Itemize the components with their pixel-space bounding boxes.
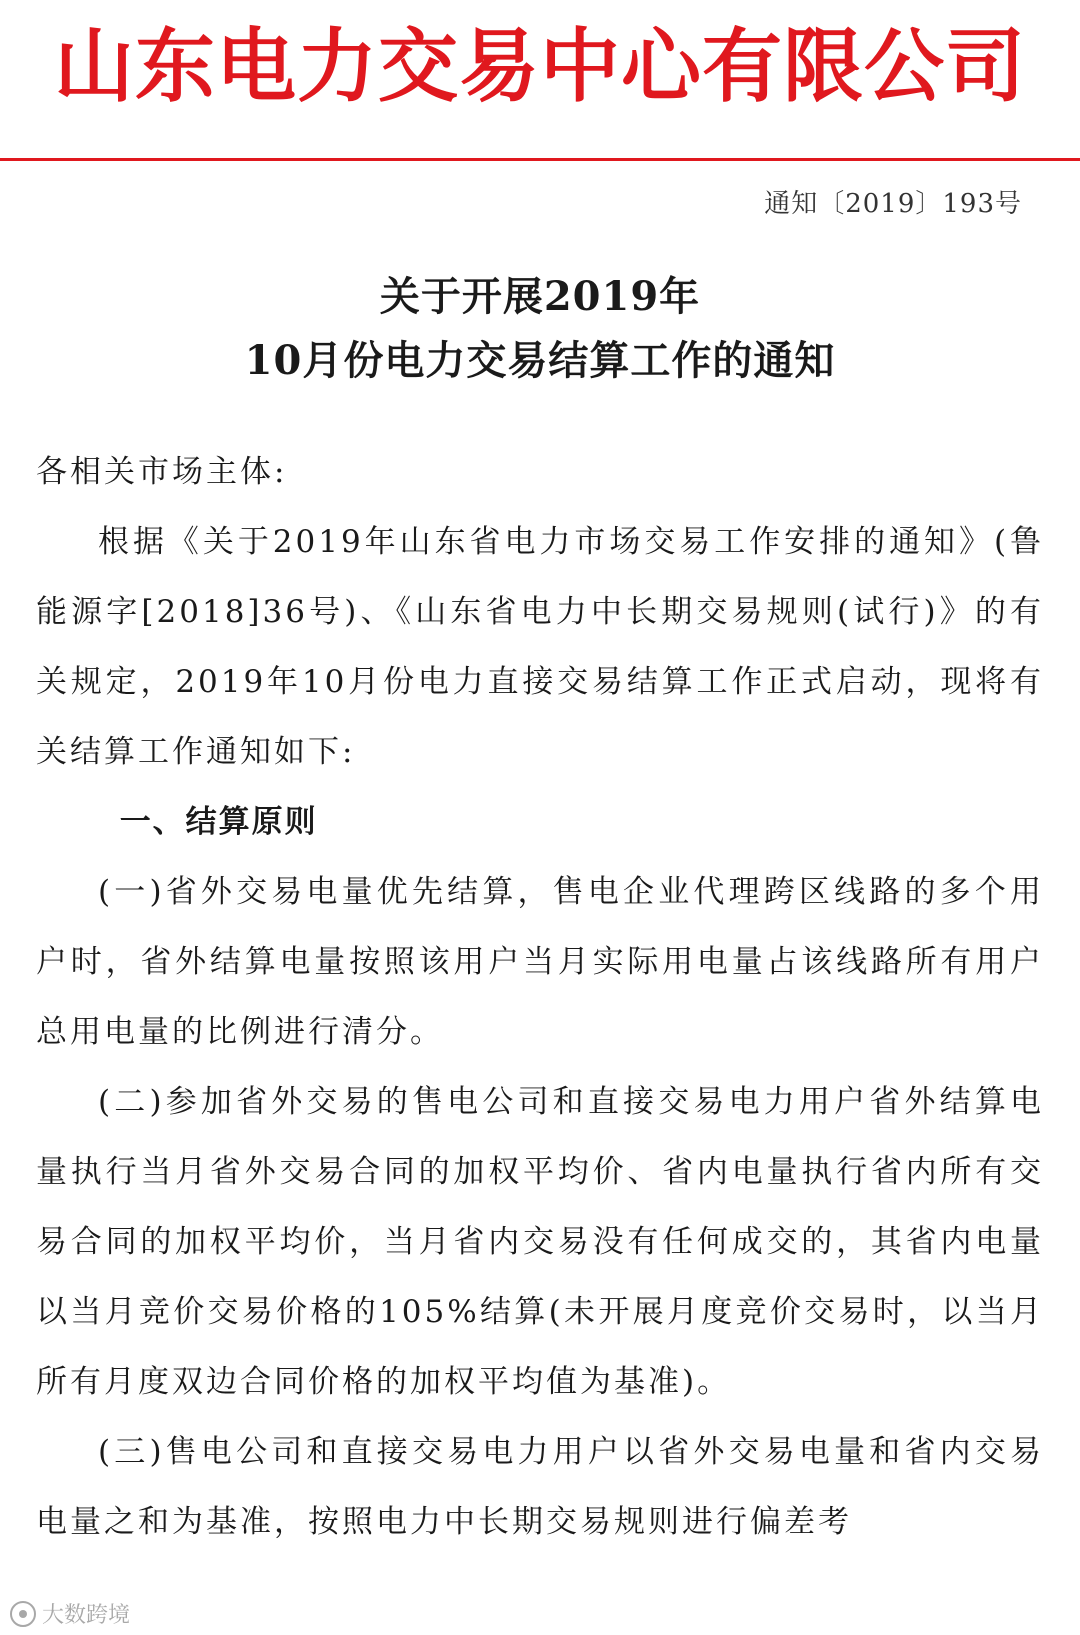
document-number: 通知〔2019〕193号: [764, 189, 1022, 219]
title-line-2: 10月份电力交易结算工作的通知: [244, 337, 836, 384]
document-title: [36, 265, 1044, 393]
intro-paragraph: 根据《关于2019年山东省电力市场交易工作安排的通知》(鲁能源字[2018]36号)、《山东省电力中长期交易规则(试行)》的有关规定，2019年10月份电力直接交易结算工作正式启动，现将有关结算工作通知如下:: [36, 524, 1044, 770]
title-line-1: 关于开展2019年: [379, 273, 701, 320]
watermark: [10, 1598, 130, 1629]
item-paragraph-3: (三)售电公司和直接交易电力用户以省外交易电量和省内交易电量之和为基准，按照电力中长期交易规则进行偏差考: [36, 1434, 1044, 1540]
item-paragraph-1: (一)省外交易电量优先结算，售电企业代理跨区线路的多个用户时，省外结算电量按照该用户当月实际用电量占该线路所有用户总用电量的比例进行清分。: [36, 874, 1044, 1050]
section-heading: 一、结算原则: [119, 804, 318, 840]
document-page: [0, 12, 1080, 1635]
red-divider: [0, 158, 1080, 161]
organization-header: 山东电力交易中心有限公司: [54, 20, 1026, 113]
watermark-text: 大数跨境: [42, 1603, 131, 1628]
item-paragraph-2: (二)参加省外交易的售电公司和直接交易电力用户省外结算电量执行当月省外交易合同的加权平均价、省内电量执行省内所有交易合同的加权平均价，当月省内交易没有任何成交的，其省内电量以当月竞价交易价格的105%结算(未开展月度竞价交易时，以当月所有月度双边合同价格的加权平均值为基准)。: [36, 1084, 1044, 1400]
salutation: 各相关市场主体:: [36, 454, 288, 490]
document-body: [36, 437, 1044, 1557]
